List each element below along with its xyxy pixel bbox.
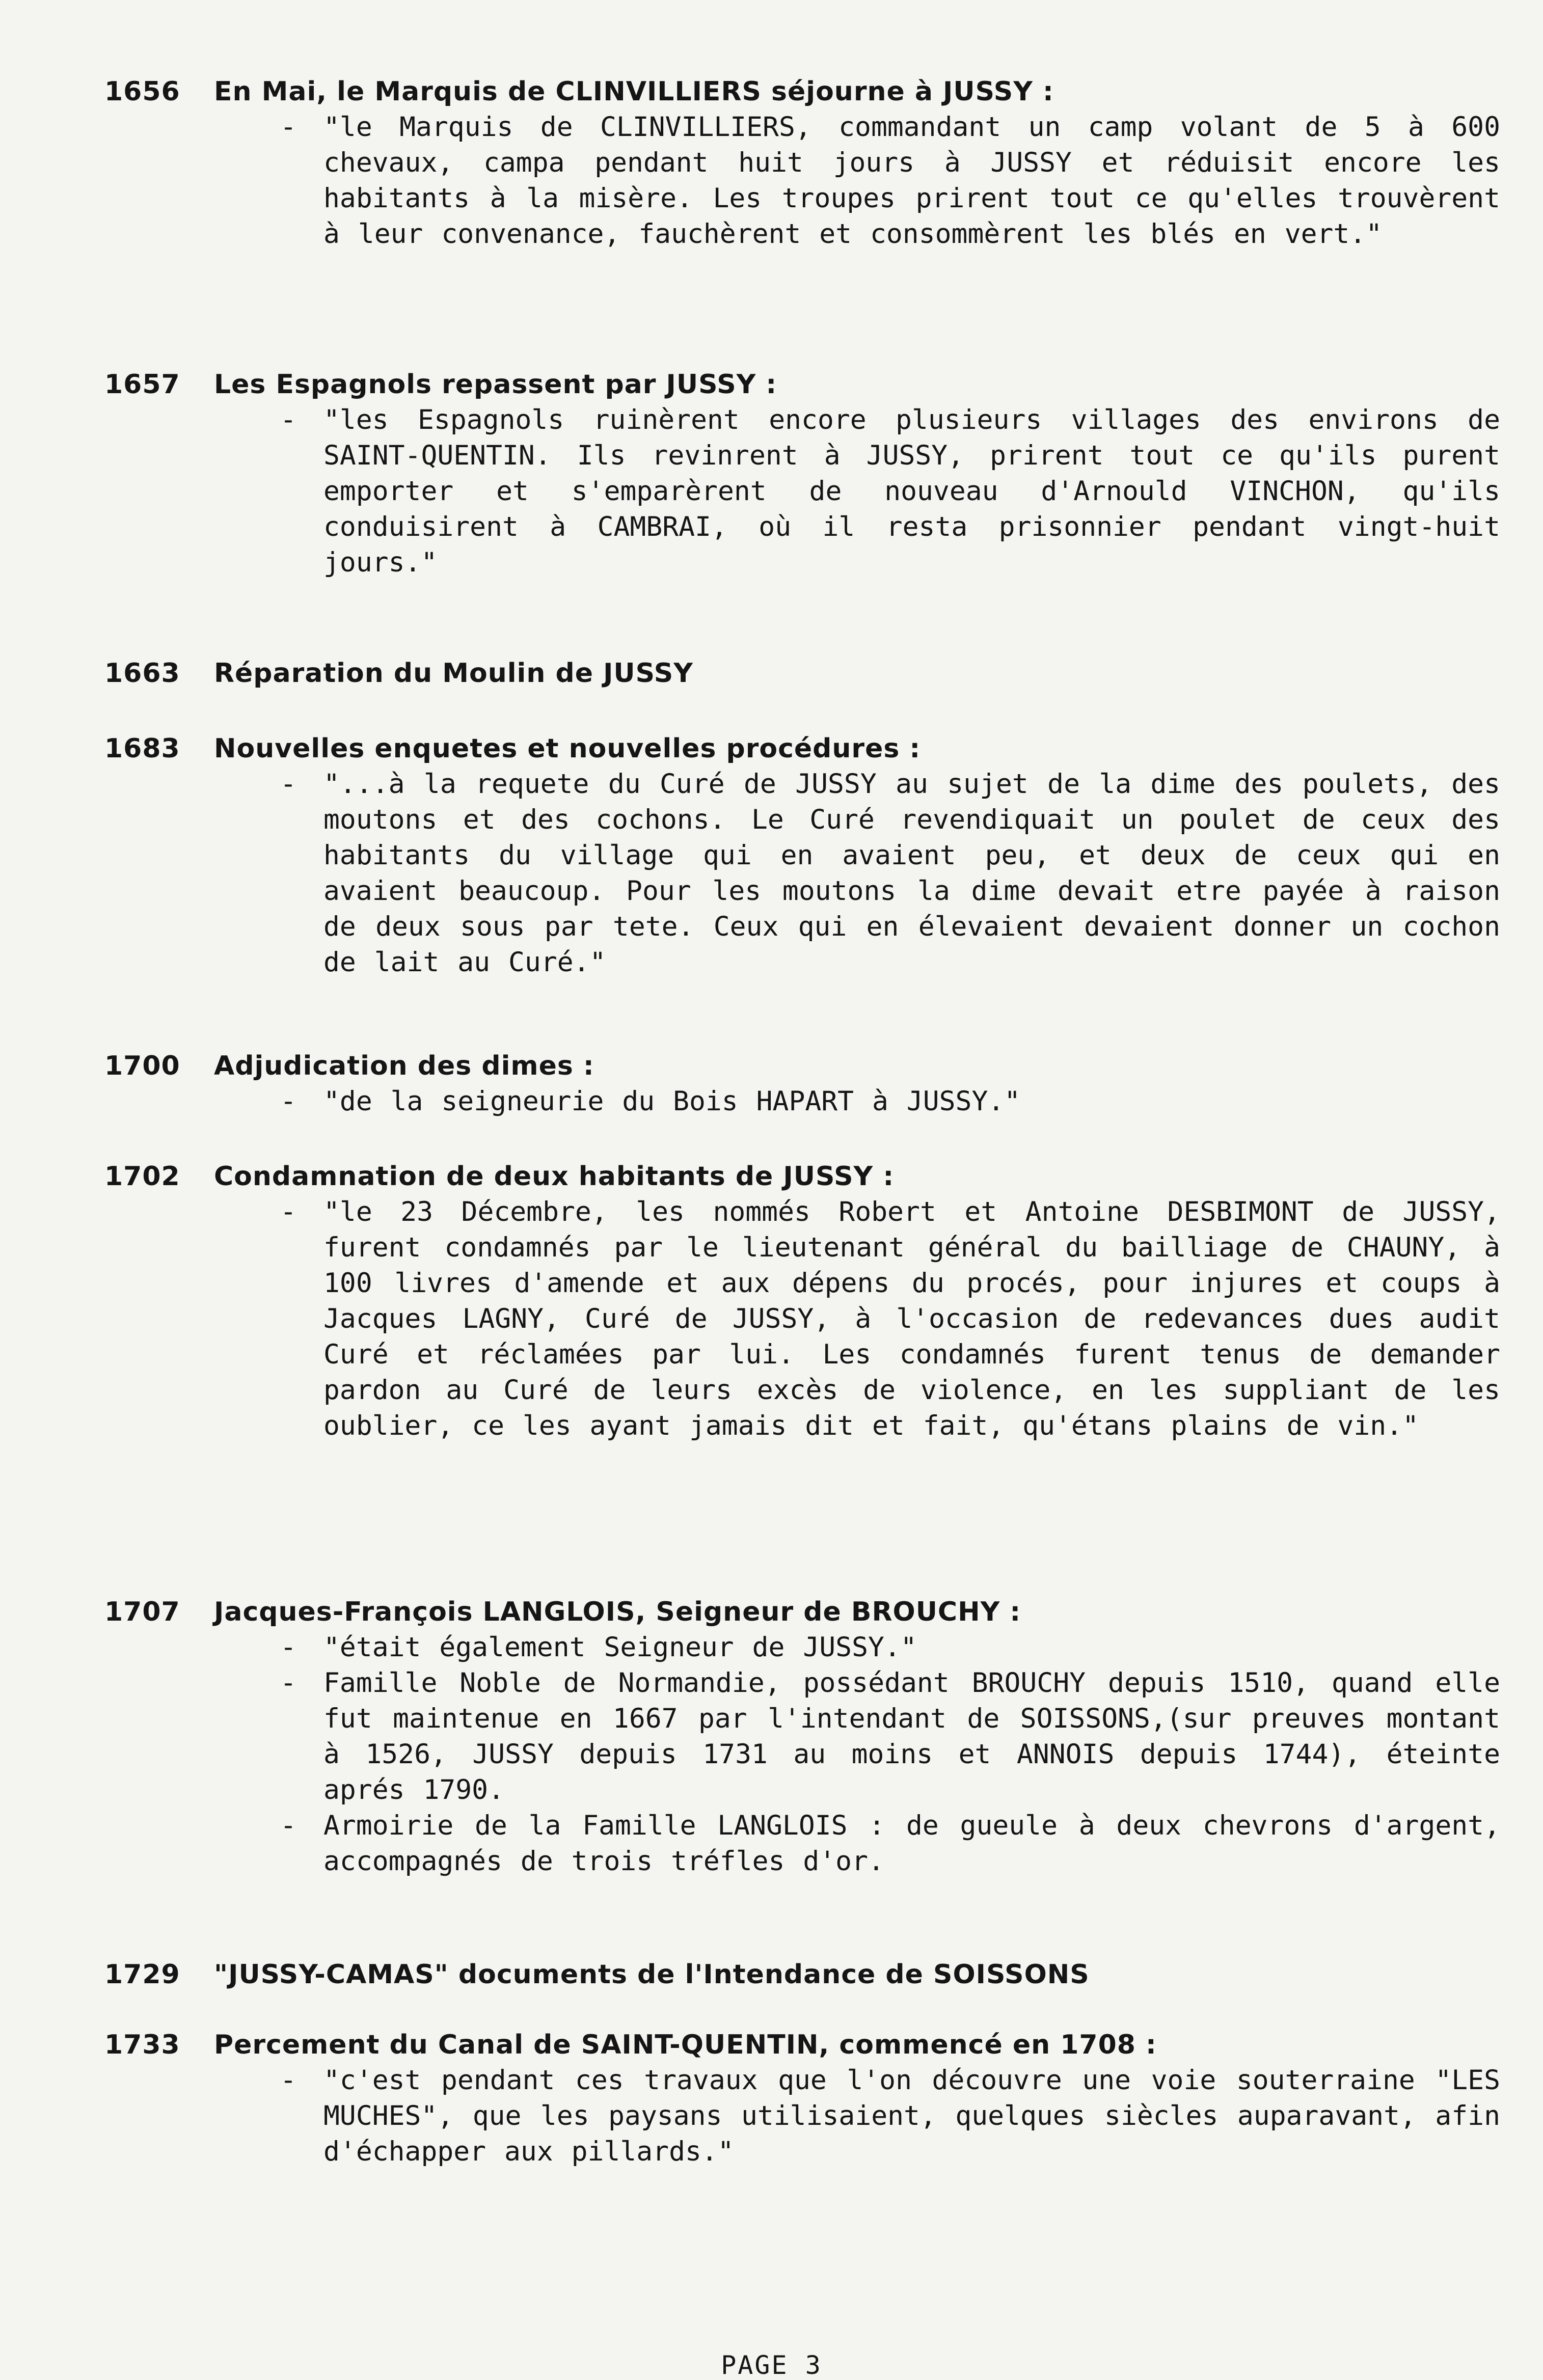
bullet-dash: - [280, 1632, 296, 1663]
entry-1663 [104, 655, 1500, 691]
entry-text: "de la seigneurie du Bois HAPART à JUSSY." [323, 1086, 1021, 1117]
entry-item [280, 1084, 1500, 1119]
entry-year: 1700 [104, 1051, 180, 1081]
entry-text: "les Espagnols ruinèrent encore plusieurs villages des environs de SAINT-QUENTIN. Ils revinrent à JUSSY, prirent tout ce qu'ils purent emporter et s'emparèrent de nouveau d'Arnould VINCHON, qu'ils conduisirent à CAMBRAI, où il resta prisonnier pendant vingt-huit jours." [323, 404, 1500, 578]
entry-title: Condamnation de deux habitants de JUSSY : [214, 1161, 895, 1192]
bullet-dash: - [280, 1810, 296, 1841]
entry-1733 [104, 2027, 1500, 2170]
entry-heading [104, 1048, 1500, 1084]
entry-title: Percement du Canal de SAINT-QUENTIN, commencé en 1708 : [214, 2030, 1157, 2060]
entry-1656 [104, 74, 1500, 252]
bullet-dash: - [280, 1086, 296, 1117]
entry-year: 1683 [104, 733, 180, 764]
entry-year: 1707 [104, 1597, 180, 1627]
entry-item [280, 2063, 1500, 2170]
entry-title: En Mai, le Marquis de CLINVILLIERS séjourne à JUSSY : [214, 76, 1054, 107]
entry-heading [104, 655, 1500, 691]
bullet-dash: - [280, 1667, 296, 1699]
bullet-dash: - [280, 404, 296, 435]
entry-item [280, 402, 1500, 581]
entry-1700 [104, 1048, 1500, 1119]
bullet-dash: - [280, 769, 296, 800]
entry-item [280, 1630, 1500, 1665]
entry-title: Les Espagnols repassent par JUSSY : [214, 369, 777, 400]
entry-text: Armoirie de la Famille LANGLOIS : de gueule à deux chevrons d'argent, accompagnés de trois tréfles d'or. [323, 1810, 1500, 1877]
entry-item [280, 1665, 1500, 1808]
entry-heading [104, 2027, 1500, 2063]
entry-text: "c'est pendant ces travaux que l'on découvre une voie souterraine "LES MUCHES", que les paysans utilisaient, quelques siècles auparavant, afin d'échapper aux pillards." [323, 2065, 1500, 2167]
entry-heading [104, 1957, 1500, 1992]
entry-heading [104, 74, 1500, 110]
bullet-dash: - [280, 112, 296, 143]
entry-title: Jacques-François LANGLOIS, Seigneur de BROUCHY : [214, 1597, 1021, 1627]
entry-year: 1657 [104, 369, 180, 400]
entry-heading [104, 367, 1500, 402]
entry-item [280, 767, 1500, 980]
entry-1657 [104, 367, 1500, 581]
entry-text: "le 23 Décembre, les nommés Robert et Antoine DESBIMONT de JUSSY, furent condamnés par le lieutenant général du bailliage de CHAUNY, à 100 livres d'amende et aux dépens du procés, pour injures et coups à Jacques LAGNY, Curé de JUSSY, à l'occasion de redevances dues audit Curé et réclamées par lui. Les condamnés furent tenus de demander pardon au Curé de leurs excès de violence, en les suppliant de les oublier, ce les ayant jamais dit et fait, qu'étans plains de vin." [323, 1196, 1500, 1441]
entry-1702 [104, 1159, 1500, 1444]
entry-year: 1656 [104, 76, 180, 107]
entry-year: 1729 [104, 1959, 180, 1990]
entry-text: "le Marquis de CLINVILLIERS, commandant un camp volant de 5 à 600 chevaux, campa pendant huit jours à JUSSY et réduisit encore les habitants à la misère. Les troupes prirent tout ce qu'elles trouvèrent à leur convenance, fauchèrent et consommèrent les blés en vert." [323, 112, 1500, 250]
entry-item [280, 1194, 1500, 1444]
entry-1729 [104, 1957, 1500, 1992]
entry-title: Adjudication des dimes : [214, 1051, 594, 1081]
entry-year: 1663 [104, 658, 180, 689]
entry-heading [104, 731, 1500, 767]
entry-1707 [104, 1594, 1500, 1879]
entry-year: 1733 [104, 2030, 180, 2060]
entry-item [280, 110, 1500, 252]
entry-1683 [104, 731, 1500, 980]
page-number: PAGE 3 [721, 2350, 822, 2380]
bullet-dash: - [280, 1196, 296, 1227]
entry-title: Nouvelles enquetes et nouvelles procédures : [214, 733, 921, 764]
entry-year: 1702 [104, 1161, 180, 1192]
entry-title: Réparation du Moulin de JUSSY [214, 658, 693, 689]
entry-item [280, 1808, 1500, 1879]
bullet-dash: - [280, 2065, 296, 2096]
entry-title: "JUSSY-CAMAS" documents de l'Intendance de SOISSONS [214, 1959, 1090, 1990]
entry-heading [104, 1159, 1500, 1194]
entry-text: "était également Seigneur de JUSSY." [323, 1632, 917, 1663]
entry-heading [104, 1594, 1500, 1630]
entry-text: "...à la requete du Curé de JUSSY au sujet de la dime des poulets, des moutons et des cochons. Le Curé revendiquait un poulet de ceux des habitants du village qui en avaient peu, et deux de ceux qui en avaient beaucoup. Pour les moutons la dime devait etre payée à raison de deux sous par tete. Ceux qui en élevaient devaient donner un cochon de lait au Curé." [323, 769, 1500, 978]
entry-text: Famille Noble de Normandie, possédant BROUCHY depuis 1510, quand elle fut maintenue en 1667 par l'intendant de SOISSONS,(sur preuves montant à 1526, JUSSY depuis 1731 au moins et ANNOIS depuis 1744), éteinte aprés 1790. [323, 1667, 1500, 1805]
